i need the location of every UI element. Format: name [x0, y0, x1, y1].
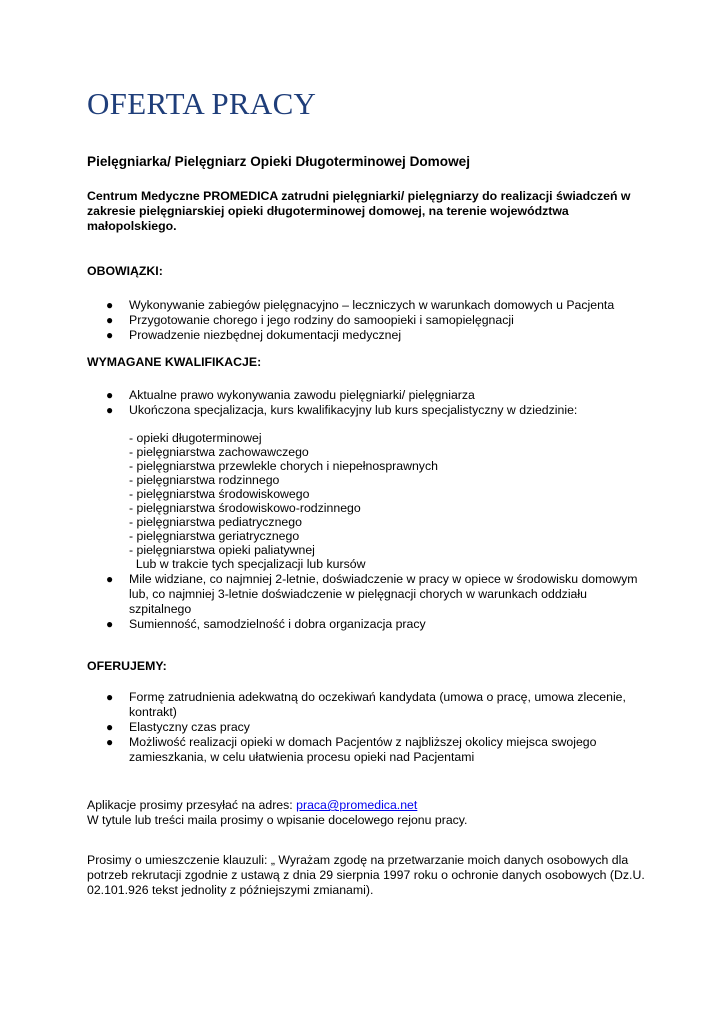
- bullet-icon: ●: [106, 735, 114, 749]
- application-note: W tytule lub treści maila prosimy o wpisanie docelowego rejonu pracy.: [87, 813, 468, 827]
- job-subtitle: Pielęgniarka/ Pielęgniarz Opieki Długoterminowej Domowej: [87, 154, 470, 169]
- specialization-line: - pielęgniarstwa pediatrycznego: [129, 515, 302, 529]
- bullet-icon: ●: [106, 690, 114, 704]
- bullet-icon: ●: [106, 328, 114, 342]
- offer-list: [87, 690, 647, 765]
- intro-paragraph: Centrum Medyczne PROMEDICA zatrudni pielęgniarki/ pielęgniarzy do realizacji świadczeń w zakresie pielęgniarskiej opieki długoterminowej domowej, na terenie województwa małopolskiego.: [87, 189, 631, 233]
- offer-heading: OFERUJEMY:: [87, 659, 167, 673]
- list-item: ● Przygotowanie chorego i jego rodziny do samoopieki i samopielęgnacji: [106, 313, 514, 327]
- bullet-icon: ●: [106, 298, 114, 312]
- list-item: ● Mile widziane, co najmniej 2-letnie, doświadczenie w pracy w opiece w środowisku domowym lub, co najmniej 3-letnie doświadczenie w pielęgnacji chorych w warunkach oddziału szpitalnego: [106, 572, 638, 616]
- list-item: ● Wykonywanie zabiegów pielęgnacyjno – leczniczych w warunkach domowych u Pacjenta: [106, 298, 615, 312]
- bullet-icon: ●: [106, 403, 114, 417]
- bullet-icon: ●: [106, 617, 114, 631]
- page-title: OFERTA PRACY: [87, 86, 317, 121]
- specialization-line: Lub w trakcie tych specjalizacji lub kursów: [129, 557, 366, 571]
- qualifications-list: [87, 388, 647, 418]
- bullet-icon: ●: [106, 313, 114, 327]
- specialization-line: - pielęgniarstwa środowiskowo-rodzinnego: [129, 501, 361, 515]
- bullet-icon: ●: [106, 720, 114, 734]
- list-item: ● Aktualne prawo wykonywania zawodu pielęgniarki/ pielęgniarza: [106, 388, 475, 402]
- specialization-line: - pielęgniarstwa przewlekle chorych i niepełnosprawnych: [129, 459, 438, 473]
- specialization-line: - opieki długoterminowej: [129, 431, 262, 445]
- specialization-line: - pielęgniarstwa opieki paliatywnej: [129, 543, 315, 557]
- application-prefix: Aplikacje prosimy przesyłać na adres:: [87, 798, 297, 812]
- specialization-line: - pielęgniarstwa zachowawczego: [129, 445, 309, 459]
- list-item: ● Formę zatrudnienia adekwatną do oczekiwań kandydata (umowa o pracę, umowa zlecenie, kontrakt): [106, 690, 626, 719]
- consent-clause: Prosimy o umieszczenie klauzuli: „ Wyrażam zgodę na przetwarzanie moich danych osobowych dla potrzeb rekrutacji zgodnie z ustawą z dnia 29 sierpnia 1997 roku o ochronie danych osobowych (Dz.U. 02.101.926 tekst jednolity z późniejszymi zmianami).: [87, 853, 645, 897]
- list-item: ● Możliwość realizacji opieki w domach Pacjentów z najbliższej okolicy miejsca swojego zamieszkania, w celu ułatwienia procesu opieki nad Pacjentami: [106, 735, 597, 764]
- list-item: ● Ukończona specjalizacja, kurs kwalifikacyjny lub kurs specjalistyczny w dziedzinie:: [106, 403, 578, 417]
- bullet-icon: ●: [106, 388, 114, 402]
- list-item: ● Sumienność, samodzielność i dobra organizacja pracy: [106, 617, 426, 631]
- bullet-icon: ●: [106, 572, 114, 586]
- application-paragraph: [87, 798, 657, 828]
- email-link[interactable]: praca@promedica.net: [296, 798, 418, 812]
- specializations-block: [87, 431, 438, 571]
- specialization-line: - pielęgniarstwa geriatrycznego: [129, 529, 300, 543]
- duties-heading: OBOWIĄZKI:: [87, 264, 163, 278]
- qualifications-list-continued: [87, 572, 647, 632]
- list-item: ● Elastyczny czas pracy: [106, 720, 250, 734]
- list-item: ● Prowadzenie niezbędnej dokumentacji medycznej: [106, 328, 402, 342]
- specialization-line: - pielęgniarstwa środowiskowego: [129, 487, 310, 501]
- specialization-line: - pielęgniarstwa rodzinnego: [129, 473, 280, 487]
- duties-list: [87, 298, 647, 343]
- qualifications-heading: WYMAGANE KWALIFIKACJE:: [87, 355, 262, 369]
